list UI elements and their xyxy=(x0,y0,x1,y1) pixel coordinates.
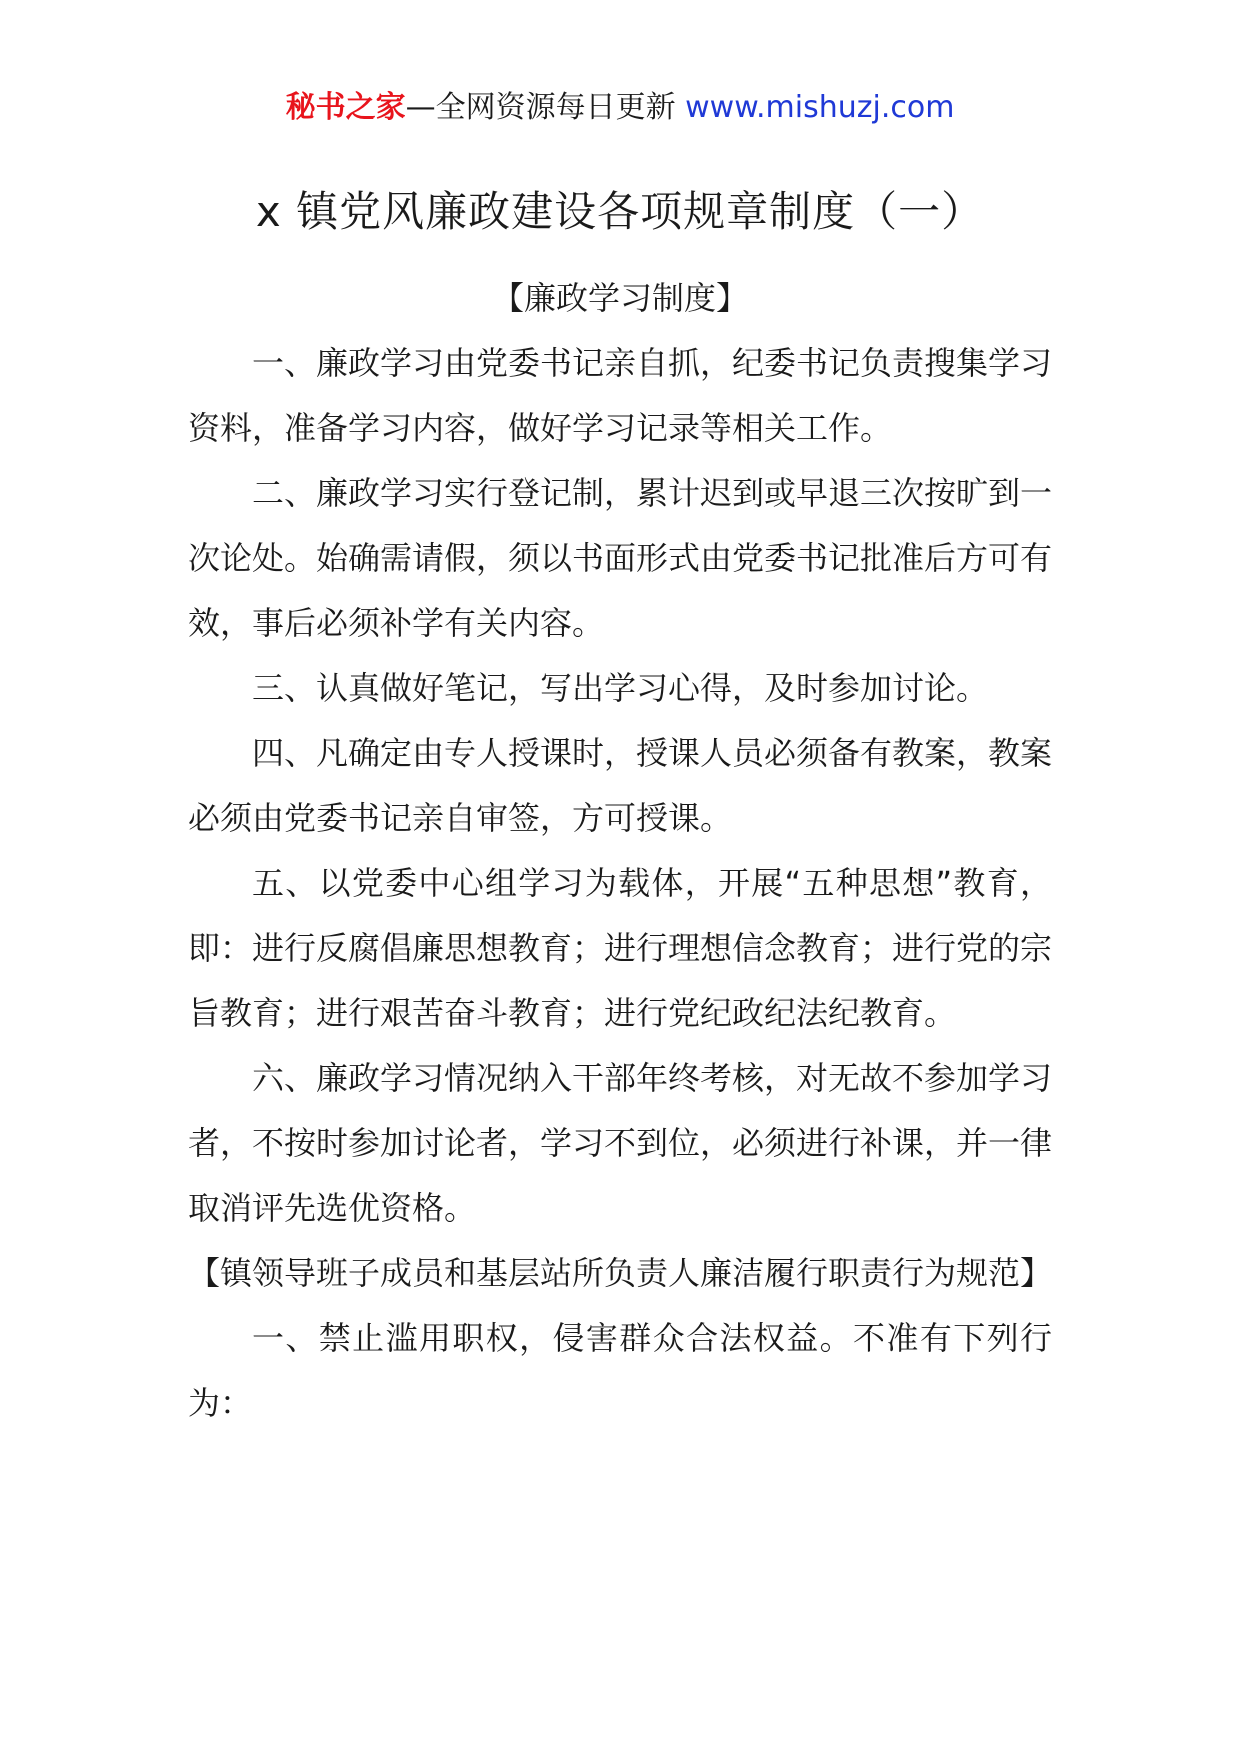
site-url-link[interactable]: www.mishuzj.com xyxy=(685,90,955,125)
header-tagline: —全网资源每日更新 xyxy=(405,90,676,125)
brand-name: 秘书之家 xyxy=(285,90,406,125)
paragraph: 四、凡确定由专人授课时，授课人员必须备有教案，教案必须由党委书记亲自审签，方可授课。 xyxy=(188,734,1053,837)
paragraph: 五、以党委中心组学习为载体，开展“五种思想”教育，即：进行反腐倡廉思想教育；进行理想信念教育；进行党的宗旨教育；进行艰苦奋斗教育；进行党纪政纪法纪教育。 xyxy=(188,864,1053,1032)
section-heading-study: 【廉政学习制度】 xyxy=(491,279,748,317)
document-body xyxy=(188,266,1052,1436)
paragraph: 一、廉政学习由党委书记亲自抓，纪委书记负责搜集学习资料，准备学习内容，做好学习记录等相关工作。 xyxy=(188,344,1053,447)
site-header xyxy=(0,86,1240,130)
document-title: x 镇党风廉政建设各项规章制度（一） xyxy=(255,187,985,236)
section-heading-conduct: 【镇领导班子成员和基层站所负责人廉洁履行职责行为规范】 xyxy=(188,1254,1053,1292)
paragraph: 二、廉政学习实行登记制，累计迟到或早退三次按旷到一次论处。始确需请假，须以书面形式由党委书记批准后方可有效，事后必须补学有关内容。 xyxy=(188,474,1053,642)
paragraph: 一、禁止滥用职权，侵害群众合法权益。不准有下列行为： xyxy=(188,1319,1052,1422)
paragraph: 三、认真做好笔记，写出学习心得，及时参加讨论。 xyxy=(252,669,989,707)
paragraph: 六、廉政学习情况纳入干部年终考核，对无故不参加学习者，不按时参加讨论者，学习不到位，必须进行补课，并一律取消评先选优资格。 xyxy=(188,1059,1053,1227)
